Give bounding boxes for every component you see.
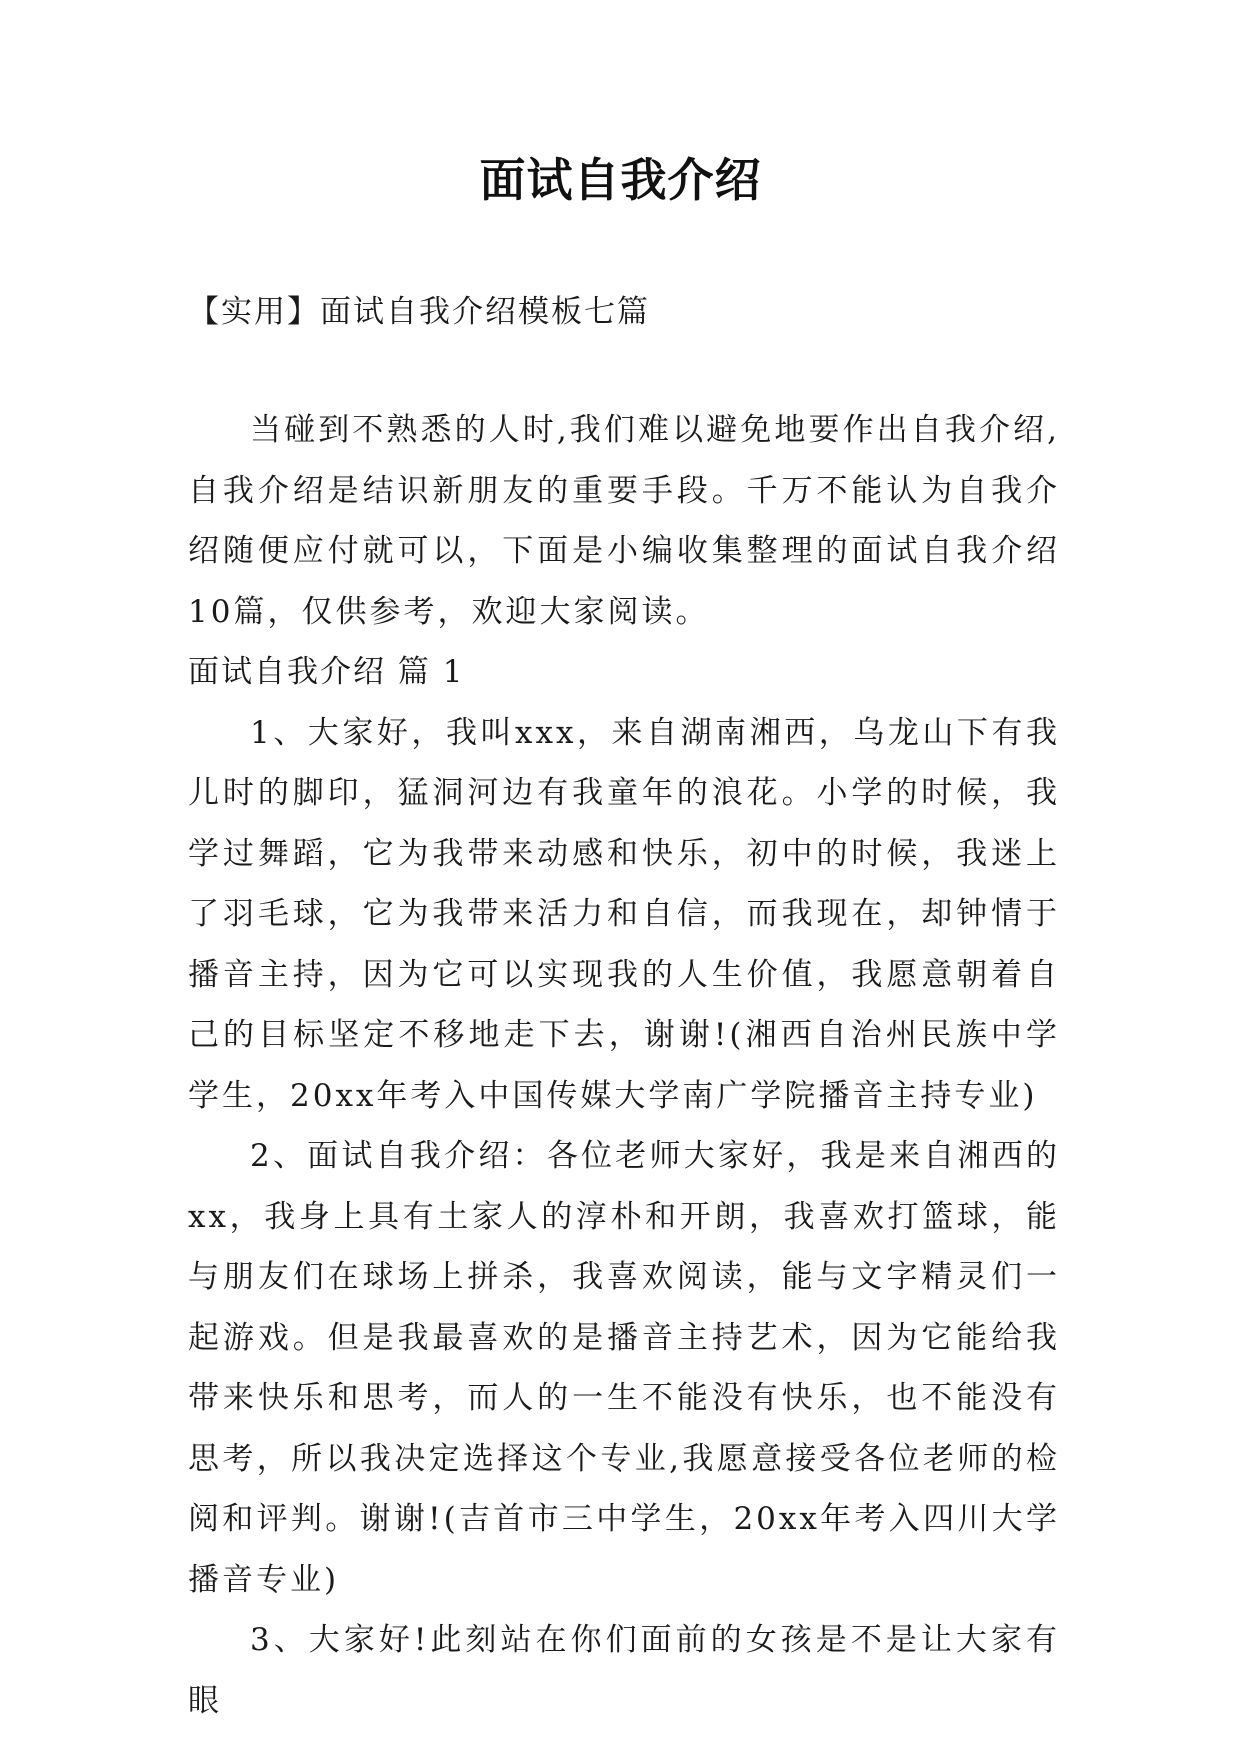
body-paragraph-3: 3、大家好!此刻站在你们面前的女孩是不是让大家有眼 <box>188 1622 1060 1719</box>
intro-paragraph: 当碰到不熟悉的人时,我们难以避免地要作出自我介绍,自我介绍是结识新朋友的重要手段。千万不能认为自我介绍随便应付就可以，下面是小编收集整理的面试自我介绍10篇，仅供参考，欢迎大家阅读。 <box>188 412 1060 630</box>
body-paragraph-1: 1、大家好，我叫xxx，来自湖南湘西，乌龙山下有我儿时的脚印，猛洞河边有我童年的浪花。小学的时候，我学过舞蹈，它为我带来动感和快乐，初中的时候，我迷上了羽毛球，它为我带来活力和自信，而我现在，却钟情于播音主持，因为它可以实现我的人生价值，我愿意朝着自己的目标坚定不移地走下去，谢谢!(湘西自治州民族中学学生，20xx年考入中国传媒大学南广学院播音主持专业) <box>188 714 1060 1114</box>
document-subtitle: 【实用】面试自我介绍模板七篇 <box>188 294 650 330</box>
document-title: 面试自我介绍 <box>479 153 762 207</box>
document-body <box>188 400 1060 1731</box>
body-paragraph-2: 2、面试自我介绍：各位老师大家好，我是来自湘西的xx，我身上具有土家人的淳朴和开朗，我喜欢打篮球，能与朋友们在球场上拼杀，我喜欢阅读，能与文字精灵们一起游戏。但是我最喜欢的是播音主持艺术，因为它能给我带来快乐和思考，而人的一生不能没有快乐，也不能没有思考，所以我决定选择这个专业,我愿意接受各位老师的检阅和评判。谢谢!(吉首市三中学生，20xx年考入四川大学播音专业) <box>188 1138 1060 1598</box>
section-heading: 面试自我介绍 篇 1 <box>188 654 465 690</box>
